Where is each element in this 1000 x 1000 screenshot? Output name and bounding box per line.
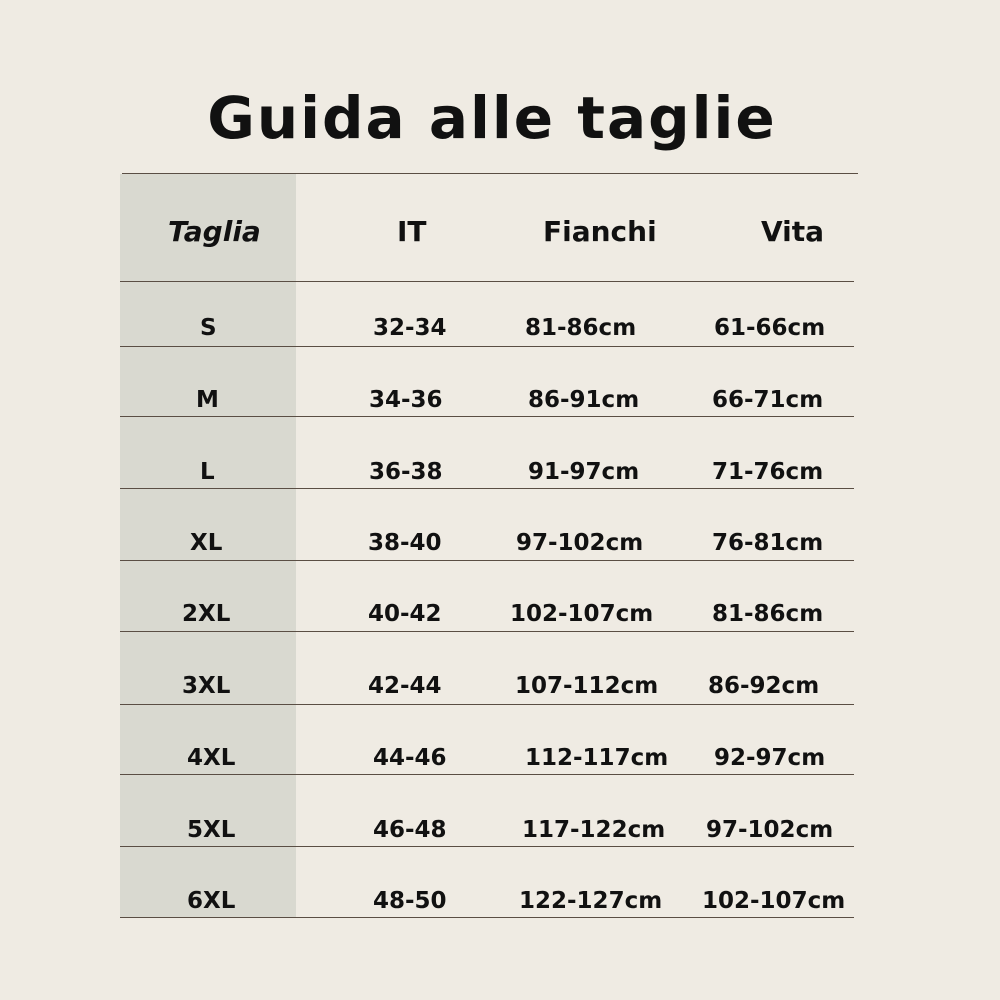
cell-taglia: M xyxy=(196,387,219,413)
cell-vita: 66-71cm xyxy=(712,387,824,413)
row-divider xyxy=(120,631,854,632)
header-it: IT xyxy=(397,215,427,248)
header-taglia: Taglia xyxy=(168,215,261,248)
cell-taglia: S xyxy=(200,315,217,341)
cell-taglia: L xyxy=(200,459,215,485)
cell-it: 38-40 xyxy=(368,530,442,556)
cell-fianchi: 91-97cm xyxy=(528,459,640,485)
cell-taglia: 5XL xyxy=(187,817,236,843)
table-top-rule xyxy=(122,173,858,174)
cell-vita: 102-107cm xyxy=(702,888,846,914)
cell-vita: 97-102cm xyxy=(706,817,834,843)
cell-it: 48-50 xyxy=(373,888,447,914)
header-bottom-rule xyxy=(120,281,854,282)
cell-vita: 86-92cm xyxy=(708,673,820,699)
row-divider xyxy=(120,560,854,561)
cell-vita: 81-86cm xyxy=(712,601,824,627)
cell-it: 44-46 xyxy=(373,745,447,771)
cell-taglia: 4XL xyxy=(187,745,236,771)
cell-fianchi: 102-107cm xyxy=(510,601,654,627)
cell-fianchi: 86-91cm xyxy=(528,387,640,413)
row-divider xyxy=(120,704,854,705)
cell-vita: 92-97cm xyxy=(714,745,826,771)
cell-fianchi: 117-122cm xyxy=(522,817,666,843)
row-divider xyxy=(120,488,854,489)
cell-fianchi: 97-102cm xyxy=(516,530,644,556)
cell-fianchi: 107-112cm xyxy=(515,673,659,699)
cell-it: 32-34 xyxy=(373,315,447,341)
row-divider xyxy=(120,346,854,347)
row-divider xyxy=(120,846,854,847)
cell-it: 46-48 xyxy=(373,817,447,843)
row-divider xyxy=(120,416,854,417)
cell-it: 36-38 xyxy=(369,459,443,485)
cell-fianchi: 122-127cm xyxy=(519,888,663,914)
cell-vita: 76-81cm xyxy=(712,530,824,556)
cell-fianchi: 81-86cm xyxy=(525,315,637,341)
cell-it: 42-44 xyxy=(368,673,442,699)
cell-taglia: 2XL xyxy=(182,601,231,627)
cell-taglia: 3XL xyxy=(182,673,231,699)
page-title: Guida alle taglie xyxy=(207,84,777,152)
cell-fianchi: 112-117cm xyxy=(525,745,669,771)
cell-vita: 71-76cm xyxy=(712,459,824,485)
row-divider xyxy=(120,774,854,775)
cell-it: 34-36 xyxy=(369,387,443,413)
header-fianchi: Fianchi xyxy=(543,215,657,248)
cell-taglia: XL xyxy=(190,530,223,556)
header-vita: Vita xyxy=(761,215,825,248)
row-divider xyxy=(120,917,854,918)
cell-it: 40-42 xyxy=(368,601,442,627)
cell-vita: 61-66cm xyxy=(714,315,826,341)
cell-taglia: 6XL xyxy=(187,888,236,914)
